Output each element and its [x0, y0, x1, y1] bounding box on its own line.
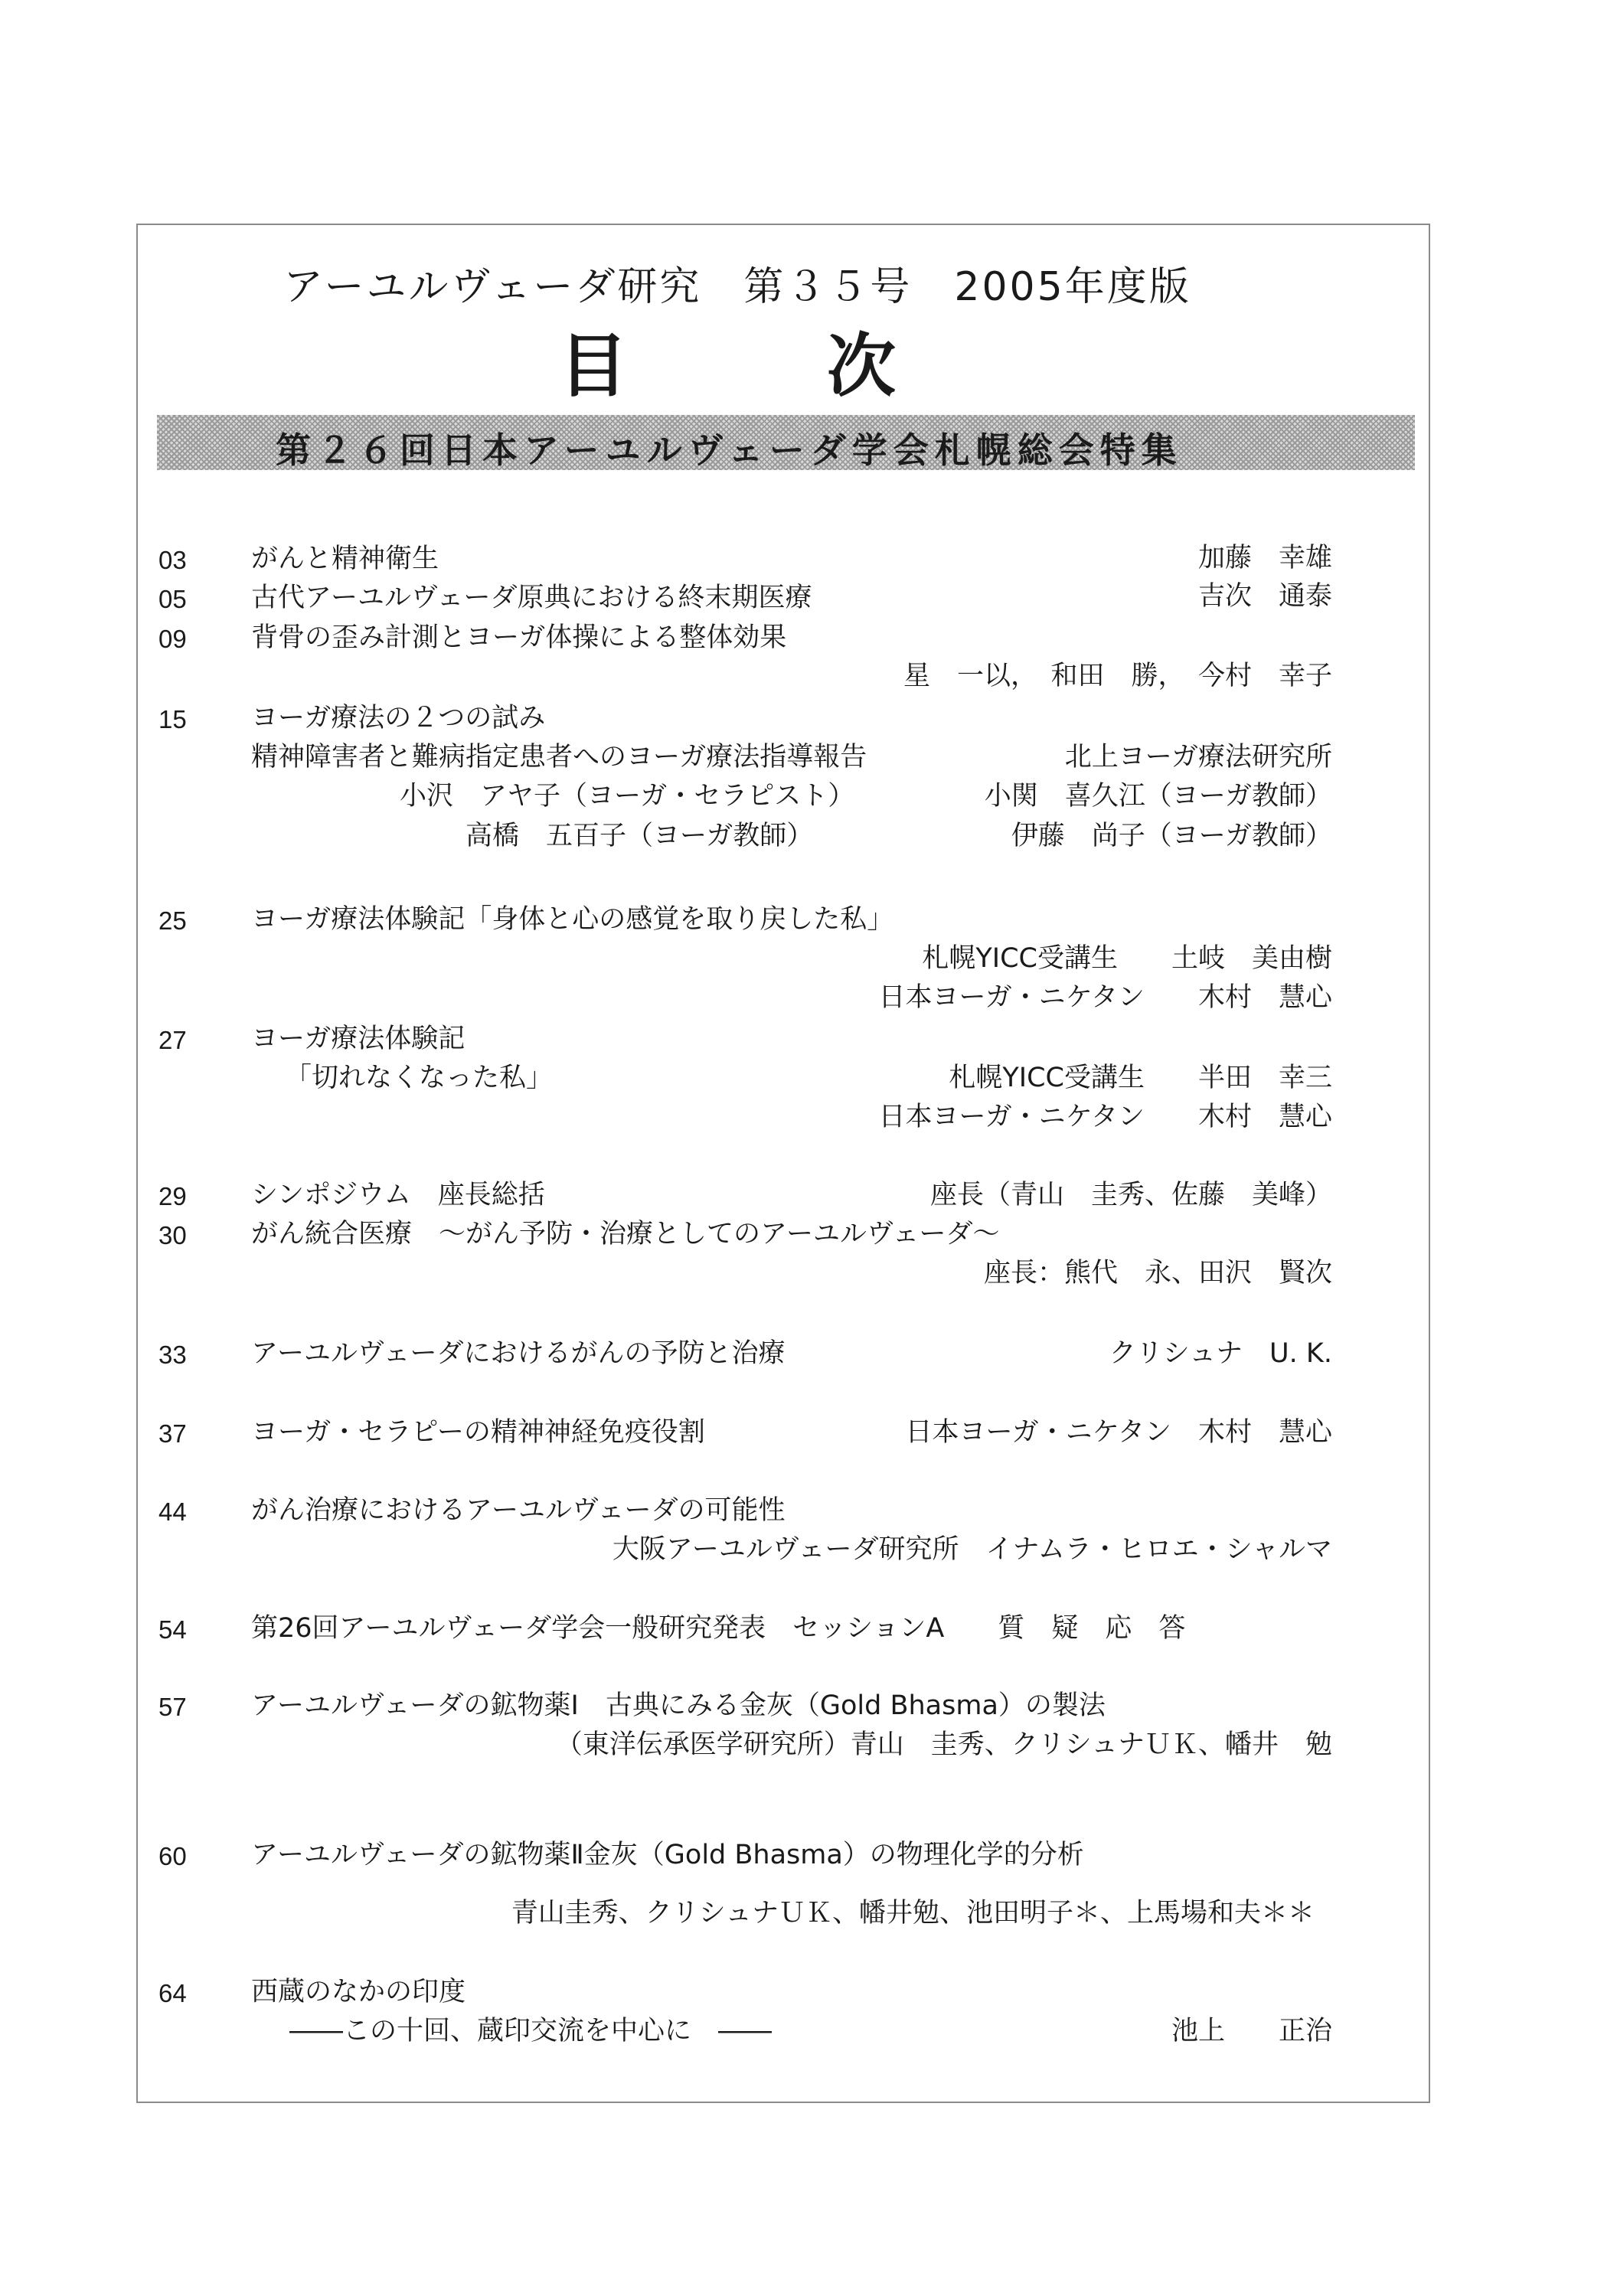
- entry-author: 小沢 アヤ子（ヨーガ・セラピスト）: [400, 781, 855, 812]
- entry-title: 古代アーユルヴェーダ原典における終末期医療: [251, 583, 812, 613]
- entry-page: 37: [158, 1419, 187, 1448]
- entry-page: 64: [158, 1979, 187, 2007]
- entry-page: 29: [158, 1182, 187, 1210]
- entry-page: 30: [158, 1221, 187, 1249]
- entry-author: 札幌YICC受講生 半田 幸三: [949, 1063, 1332, 1093]
- entry-authors: 星 一以， 和田 勝， 今村 幸子: [903, 661, 1332, 691]
- toc-heading: 目次: [559, 326, 1095, 407]
- entry-author: 日本ヨーガ・ニケタン 木村 慧心: [905, 1417, 1332, 1448]
- entry-page: 57: [158, 1693, 187, 1721]
- entry-title: がん統合医療 ～がん予防・治療としてのアーユルヴェーダ～: [251, 1219, 1000, 1249]
- entry-page: 05: [158, 585, 187, 613]
- entry-title: アーユルヴェーダの鉱物薬Ⅱ金灰（Gold Bhasma）の物理化学的分析: [251, 1840, 1084, 1870]
- entry-subtitle: 精神障害者と難病指定患者へのヨーガ療法指導報告: [251, 742, 867, 772]
- entry-author: 高橋 五百子（ヨーガ教師）: [466, 821, 814, 851]
- entry-author: （東洋伝承医学研究所）青山 圭秀、クリシュナＵＫ、幡井 勉: [555, 1729, 1332, 1760]
- entry-title: ヨーガ療法体験記: [251, 1024, 466, 1054]
- entry-title: がんと精神衛生: [251, 544, 439, 574]
- entry-author: 加藤 幸雄: [1197, 543, 1332, 573]
- entry-page: 15: [158, 705, 187, 733]
- entry-author: 伊藤 尚子（ヨーガ教師）: [1011, 821, 1332, 851]
- entry-title: がん治療におけるアーユルヴェーダの可能性: [251, 1495, 786, 1526]
- entry-title: ヨーガ療法体験記「身体と心の感覚を取り戻した私」: [251, 904, 894, 935]
- entry-author: クリシュナ U. K.: [1109, 1338, 1332, 1369]
- entry-author: 座長：熊代 永、田沢 賢次: [983, 1258, 1332, 1288]
- entry-title: アーユルヴェーダの鉱物薬Ⅰ 古典にみる金灰（Gold Bhasma）の製法: [251, 1690, 1106, 1721]
- entry-author: 吉次 通泰: [1197, 581, 1332, 612]
- entry-page: 27: [158, 1026, 187, 1054]
- entry-author: 大阪アーユルヴェーダ研究所 イナムラ・ヒロエ・シャルマ: [612, 1534, 1332, 1565]
- entry-page: 54: [158, 1615, 187, 1644]
- journal-title: アーユルヴェーダ研究 第３５号 2005年度版: [283, 264, 1191, 310]
- entry-page: 09: [158, 625, 187, 653]
- entry-page: 60: [158, 1842, 187, 1870]
- entry-page: 25: [158, 906, 187, 935]
- entry-author: 日本ヨーガ・ニケタン 木村 慧心: [878, 982, 1332, 1013]
- entry-subtitle: 「切れなくなった私」: [285, 1063, 554, 1093]
- entry-page: 03: [158, 546, 187, 574]
- contents-frame: [136, 224, 1430, 2103]
- entry-author: 池上 正治: [1171, 2016, 1332, 2046]
- entry-page: 44: [158, 1497, 187, 1526]
- entry-title: ヨーガ療法の２つの試み: [251, 703, 546, 733]
- entry-title: 第26回アーユルヴェーダ学会一般研究発表 セッションA 質 疑 応 答: [251, 1613, 1186, 1644]
- entry-author: 青山圭秀、クリシュナＵＫ、幡井勉、池田明子＊、上馬場和夫＊＊: [511, 1898, 1315, 1929]
- entry-page: 33: [158, 1341, 187, 1369]
- entry-title: ヨーガ・セラピーの精神神経免疫役割: [251, 1417, 705, 1448]
- entry-title: シンポジウム 座長総括: [251, 1180, 545, 1210]
- entry-title: アーユルヴェーダにおけるがんの予防と治療: [251, 1338, 786, 1369]
- entry-subtitle: ――この十回、蔵印交流を中心に ――: [289, 2016, 773, 2046]
- special-issue-banner-text: 第２６回日本アーユルヴェーダ学会札幌総会特集: [276, 429, 1183, 471]
- entry-title: 西蔵のなかの印度: [251, 1977, 466, 2007]
- entry-author: 小関 喜久江（ヨーガ教師）: [984, 781, 1332, 812]
- entry-author: 日本ヨーガ・ニケタン 木村 慧心: [878, 1102, 1332, 1132]
- entry-author: 座長（青山 圭秀、佐藤 美峰）: [929, 1180, 1332, 1210]
- entry-title: 背骨の歪み計測とヨーガ体操による整体効果: [251, 622, 787, 653]
- entry-author: 札幌YICC受講生 土岐 美由樹: [922, 943, 1332, 974]
- entry-org: 北上ヨーガ療法研究所: [1064, 742, 1332, 772]
